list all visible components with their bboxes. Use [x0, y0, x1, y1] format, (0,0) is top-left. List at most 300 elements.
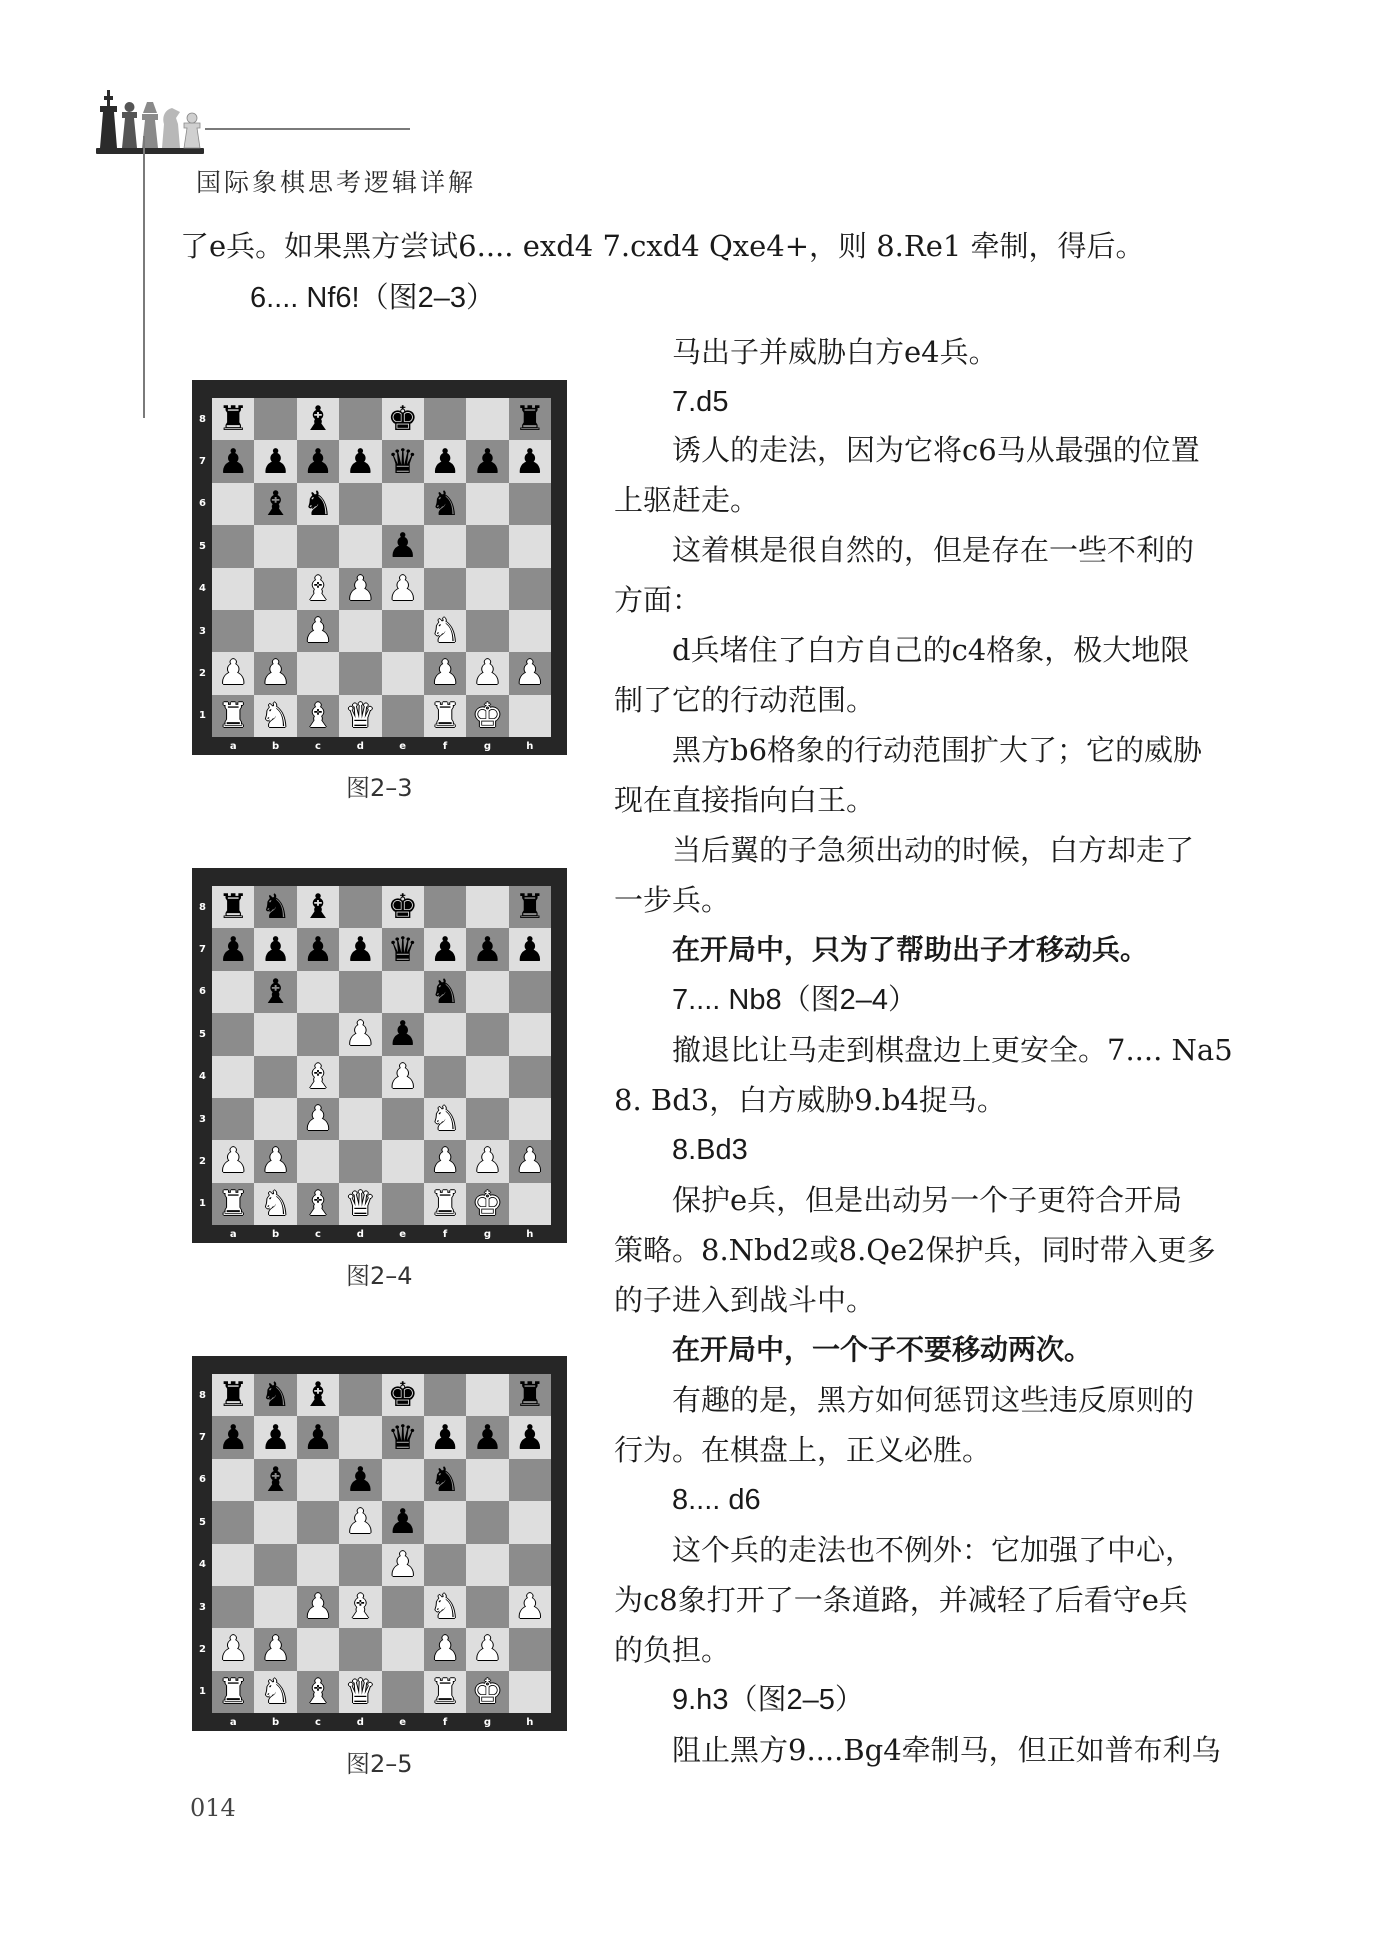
- white-pawn-icon: ♟: [260, 1141, 291, 1182]
- text-line: 的子进入到战斗中。: [614, 1283, 876, 1317]
- square-b2: [254, 1140, 296, 1182]
- file-labels: [212, 1714, 551, 1730]
- square-c1: [297, 1183, 339, 1225]
- white-pawn-icon: ♟: [514, 1141, 546, 1182]
- square-d1: [339, 695, 381, 737]
- square-f5: [424, 525, 466, 567]
- square-g3: [466, 610, 508, 652]
- square-e4: [382, 568, 424, 610]
- square-a5: [212, 1501, 254, 1543]
- square-c7: [297, 1416, 339, 1458]
- chess-pieces-ornament-icon: [90, 82, 210, 156]
- square-e5: [382, 1013, 424, 1055]
- square-b2: [254, 1628, 296, 1670]
- white-pawn-icon: ♟: [260, 653, 291, 694]
- black-bishop-icon: ♝: [260, 1459, 291, 1500]
- file-label: h: [526, 740, 534, 752]
- rank-label: 6: [199, 1474, 206, 1486]
- square-a4: [212, 1056, 254, 1098]
- black-bishop-icon: ♝: [302, 399, 334, 440]
- square-c3: [297, 1098, 339, 1140]
- square-h6: [509, 1459, 551, 1501]
- white-pawn-icon: ♟: [217, 1629, 249, 1670]
- white-pawn-icon: ♟: [217, 653, 249, 694]
- square-c6: [297, 971, 339, 1013]
- square-c4: [297, 1544, 339, 1586]
- square-c2: [297, 1628, 339, 1670]
- square-f6: [424, 1459, 466, 1501]
- file-label: f: [442, 1228, 448, 1240]
- white-knight-icon: ♞: [429, 1587, 461, 1628]
- black-knight-icon: ♞: [260, 1375, 291, 1416]
- file-label: f: [442, 740, 448, 752]
- square-f2: [424, 652, 466, 694]
- square-c8: [297, 886, 339, 928]
- white-queen-icon: ♛: [345, 695, 376, 736]
- square-a3: [212, 1586, 254, 1628]
- square-h6: [509, 483, 551, 525]
- text-line: 为c8象打开了一条道路，并减轻了后看守e兵: [614, 1583, 1188, 1617]
- square-g5: [466, 1501, 508, 1543]
- text-line: 方面：: [614, 583, 702, 617]
- square-h4: [509, 1056, 551, 1098]
- square-g1: [466, 1671, 508, 1713]
- white-king-icon: ♚: [472, 695, 503, 736]
- square-e2: [382, 1628, 424, 1670]
- square-b5: [254, 525, 296, 567]
- white-queen-icon: ♛: [345, 1183, 376, 1224]
- square-h8: [509, 398, 551, 440]
- rank-label: 7: [199, 1432, 206, 1444]
- square-a5: [212, 525, 254, 567]
- square-g8: [466, 1374, 508, 1416]
- square-h3: [509, 1586, 551, 1628]
- white-pawn-icon: ♟: [472, 653, 503, 694]
- move-heading: 8.Bd3: [672, 1134, 748, 1166]
- file-label: a: [229, 1228, 237, 1240]
- black-rook-icon: ♜: [514, 399, 546, 440]
- square-f3: [424, 1586, 466, 1628]
- rank-label: 5: [199, 1028, 206, 1040]
- square-f8: [424, 886, 466, 928]
- black-rook-icon: ♜: [217, 1375, 249, 1416]
- white-pawn-icon: ♟: [302, 1587, 334, 1628]
- move-heading: 6.... Nf6!（图2–3）: [250, 282, 495, 314]
- square-e1: [382, 1671, 424, 1713]
- square-h3: [509, 1098, 551, 1140]
- square-h7: [509, 440, 551, 482]
- text-line: 8. Bd3，白方威胁9.b4捉马。: [614, 1083, 1006, 1117]
- square-c3: [297, 1586, 339, 1628]
- square-e2: [382, 652, 424, 694]
- black-pawn-icon: ♟: [302, 441, 334, 482]
- square-e7: [382, 1416, 424, 1458]
- square-h1: [509, 1671, 551, 1713]
- square-d2: [339, 1140, 381, 1182]
- text-line: 这个兵的走法也不例外：它加强了中心，: [672, 1533, 1195, 1567]
- square-e1: [382, 1183, 424, 1225]
- file-label: a: [229, 1716, 237, 1728]
- white-king-icon: ♚: [472, 1671, 503, 1712]
- square-e6: [382, 483, 424, 525]
- black-queen-icon: ♛: [387, 1417, 418, 1458]
- principle-text: 在开局中，一个子不要移动两次。: [672, 1333, 1093, 1366]
- rank-label: 6: [199, 498, 206, 510]
- square-e2: [382, 1140, 424, 1182]
- white-bishop-icon: ♝: [302, 1183, 334, 1224]
- square-g5: [466, 525, 508, 567]
- square-d2: [339, 652, 381, 694]
- rank-label: 3: [199, 1601, 206, 1613]
- board-grid: [212, 1374, 551, 1713]
- file-label: d: [356, 740, 364, 752]
- move-heading: 7.... Nb8（图2–4）: [672, 984, 917, 1016]
- rank-labels: [195, 1374, 210, 1713]
- square-h5: [509, 1013, 551, 1055]
- square-g1: [466, 695, 508, 737]
- rank-label: 8: [199, 1389, 206, 1401]
- black-pawn-icon: ♟: [429, 1417, 461, 1458]
- square-c7: [297, 440, 339, 482]
- white-pawn-icon: ♟: [429, 653, 461, 694]
- file-labels: [212, 1226, 551, 1242]
- square-e5: [382, 1501, 424, 1543]
- white-rook-icon: ♜: [429, 1671, 461, 1712]
- black-bishop-icon: ♝: [260, 483, 291, 524]
- square-c4: [297, 568, 339, 610]
- text-line: 了e兵。如果黑方尝试6.... exd4 7.cxd4 Qxe4+，则 8.Re1 牵制，得后。: [180, 229, 1145, 263]
- black-pawn-icon: ♟: [429, 441, 461, 482]
- white-knight-icon: ♞: [429, 1099, 461, 1140]
- diagram-caption: 图2–3: [346, 774, 413, 802]
- square-d7: [339, 928, 381, 970]
- text-line: 的负担。: [614, 1633, 731, 1667]
- square-d5: [339, 1013, 381, 1055]
- square-e5: [382, 525, 424, 567]
- square-b2: [254, 652, 296, 694]
- square-g3: [466, 1098, 508, 1140]
- square-f2: [424, 1628, 466, 1670]
- square-e7: [382, 928, 424, 970]
- square-g4: [466, 1056, 508, 1098]
- square-g1: [466, 1183, 508, 1225]
- square-g7: [466, 1416, 508, 1458]
- black-knight-icon: ♞: [429, 1459, 461, 1500]
- square-a6: [212, 483, 254, 525]
- square-b3: [254, 1098, 296, 1140]
- square-g8: [466, 886, 508, 928]
- chess-board: [192, 1356, 567, 1731]
- square-h4: [509, 568, 551, 610]
- white-bishop-icon: ♝: [302, 695, 334, 736]
- white-pawn-icon: ♟: [345, 568, 376, 609]
- square-e8: [382, 886, 424, 928]
- file-label: b: [271, 740, 280, 752]
- rank-label: 6: [199, 986, 206, 998]
- white-rook-icon: ♜: [217, 1183, 249, 1224]
- diagram-caption: 图2–4: [346, 1262, 413, 1290]
- file-label: f: [442, 1716, 448, 1728]
- rank-labels: [195, 398, 210, 737]
- square-a8: [212, 398, 254, 440]
- square-e6: [382, 1459, 424, 1501]
- white-bishop-icon: ♝: [302, 568, 334, 609]
- file-label: a: [229, 740, 237, 752]
- black-king-icon: ♚: [387, 1375, 418, 1416]
- black-pawn-icon: ♟: [514, 441, 546, 482]
- square-b3: [254, 1586, 296, 1628]
- black-pawn-icon: ♟: [217, 1417, 249, 1458]
- chess-board: [192, 868, 567, 1243]
- square-b7: [254, 1416, 296, 1458]
- file-label: h: [526, 1716, 534, 1728]
- rank-label: 4: [199, 1559, 206, 1571]
- square-e6: [382, 971, 424, 1013]
- square-h8: [509, 1374, 551, 1416]
- white-pawn-icon: ♟: [429, 1629, 461, 1670]
- white-rook-icon: ♜: [429, 695, 461, 736]
- square-b5: [254, 1501, 296, 1543]
- square-f6: [424, 483, 466, 525]
- rank-labels: [195, 886, 210, 1225]
- text-line: 撤退比让马走到棋盘边上更安全。7.... Na5: [672, 1033, 1233, 1067]
- move-heading: 8.... d6: [672, 1484, 761, 1516]
- square-f7: [424, 928, 466, 970]
- square-g7: [466, 440, 508, 482]
- white-knight-icon: ♞: [429, 611, 461, 652]
- square-f5: [424, 1501, 466, 1543]
- white-queen-icon: ♛: [345, 1671, 376, 1712]
- square-a5: [212, 1013, 254, 1055]
- file-label: c: [314, 1716, 321, 1728]
- white-knight-icon: ♞: [260, 1183, 291, 1224]
- margin-rule: [143, 136, 145, 418]
- file-label: e: [399, 1716, 407, 1728]
- square-d4: [339, 568, 381, 610]
- file-label: h: [526, 1228, 534, 1240]
- header-rule: [205, 128, 410, 130]
- square-b6: [254, 483, 296, 525]
- black-pawn-icon: ♟: [260, 441, 291, 482]
- square-b6: [254, 1459, 296, 1501]
- white-bishop-icon: ♝: [302, 1056, 334, 1097]
- square-f7: [424, 440, 466, 482]
- square-e1: [382, 695, 424, 737]
- square-d6: [339, 483, 381, 525]
- file-label: g: [483, 1228, 492, 1240]
- black-pawn-icon: ♟: [387, 526, 418, 567]
- text-line: 一步兵。: [614, 883, 731, 917]
- square-b8: [254, 886, 296, 928]
- black-pawn-icon: ♟: [472, 441, 503, 482]
- square-f8: [424, 398, 466, 440]
- white-rook-icon: ♜: [217, 1671, 249, 1712]
- square-d2: [339, 1628, 381, 1670]
- black-rook-icon: ♜: [514, 887, 546, 928]
- square-d7: [339, 1416, 381, 1458]
- rank-label: 4: [199, 583, 206, 595]
- chess-board: [192, 380, 567, 755]
- square-a1: [212, 695, 254, 737]
- black-pawn-icon: ♟: [345, 1459, 376, 1500]
- board-grid: [212, 398, 551, 737]
- square-b1: [254, 695, 296, 737]
- black-rook-icon: ♜: [217, 399, 249, 440]
- square-f1: [424, 695, 466, 737]
- black-knight-icon: ♞: [302, 483, 334, 524]
- rank-label: 7: [199, 456, 206, 468]
- square-e8: [382, 1374, 424, 1416]
- square-c6: [297, 1459, 339, 1501]
- square-d1: [339, 1671, 381, 1713]
- rank-label: 1: [199, 1686, 206, 1698]
- white-bishop-icon: ♝: [302, 1671, 334, 1712]
- square-c5: [297, 1501, 339, 1543]
- text-line: 当后翼的子急须出动的时候，白方却走了: [672, 833, 1195, 867]
- white-pawn-icon: ♟: [472, 1141, 503, 1182]
- square-b1: [254, 1671, 296, 1713]
- white-king-icon: ♚: [472, 1183, 503, 1224]
- square-c5: [297, 525, 339, 567]
- text-line: 现在直接指向白王。: [614, 783, 876, 817]
- black-pawn-icon: ♟: [217, 929, 249, 970]
- rank-label: 3: [199, 625, 206, 637]
- square-e7: [382, 440, 424, 482]
- white-pawn-icon: ♟: [345, 1502, 376, 1543]
- white-pawn-icon: ♟: [302, 1099, 334, 1140]
- black-pawn-icon: ♟: [260, 1417, 291, 1458]
- square-b7: [254, 440, 296, 482]
- square-a8: [212, 886, 254, 928]
- white-bishop-icon: ♝: [345, 1587, 376, 1628]
- square-a7: [212, 928, 254, 970]
- square-d8: [339, 398, 381, 440]
- black-pawn-icon: ♟: [514, 1417, 546, 1458]
- file-label: c: [314, 740, 321, 752]
- black-pawn-icon: ♟: [387, 1014, 418, 1055]
- square-b4: [254, 568, 296, 610]
- square-a1: [212, 1183, 254, 1225]
- square-a4: [212, 568, 254, 610]
- square-d4: [339, 1544, 381, 1586]
- square-d5: [339, 1501, 381, 1543]
- file-label: e: [399, 740, 407, 752]
- square-h1: [509, 1183, 551, 1225]
- principle-text: 在开局中，只为了帮助出子才移动兵。: [672, 933, 1149, 966]
- square-f4: [424, 1056, 466, 1098]
- square-b4: [254, 1056, 296, 1098]
- black-pawn-icon: ♟: [387, 1502, 418, 1543]
- square-h6: [509, 971, 551, 1013]
- white-pawn-icon: ♟: [472, 1629, 503, 1670]
- square-f7: [424, 1416, 466, 1458]
- square-d7: [339, 440, 381, 482]
- square-b4: [254, 1544, 296, 1586]
- square-b3: [254, 610, 296, 652]
- white-rook-icon: ♜: [217, 695, 249, 736]
- square-b1: [254, 1183, 296, 1225]
- file-label: b: [271, 1716, 280, 1728]
- file-label: g: [483, 1716, 492, 1728]
- black-bishop-icon: ♝: [260, 971, 291, 1012]
- text-line: 保护e兵，但是出动另一个子更符合开局: [672, 1183, 1183, 1217]
- square-d8: [339, 1374, 381, 1416]
- white-pawn-icon: ♟: [514, 653, 546, 694]
- square-a2: [212, 1140, 254, 1182]
- file-label: b: [271, 1228, 280, 1240]
- black-king-icon: ♚: [387, 399, 418, 440]
- square-g6: [466, 1459, 508, 1501]
- black-knight-icon: ♞: [429, 483, 461, 524]
- square-c6: [297, 483, 339, 525]
- square-a2: [212, 652, 254, 694]
- text-line: 阻止黑方9....Bg4牵制马，但正如普布利乌: [672, 1733, 1221, 1767]
- black-bishop-icon: ♝: [302, 887, 334, 928]
- rank-label: 1: [199, 710, 206, 722]
- square-h2: [509, 652, 551, 694]
- square-f3: [424, 610, 466, 652]
- rank-label: 8: [199, 413, 206, 425]
- rank-label: 2: [199, 667, 206, 679]
- rank-label: 1: [199, 1198, 206, 1210]
- white-rook-icon: ♜: [429, 1183, 461, 1224]
- board-grid: [212, 886, 551, 1225]
- text-line: 制了它的行动范围。: [614, 683, 876, 717]
- square-b6: [254, 971, 296, 1013]
- square-e3: [382, 1098, 424, 1140]
- white-pawn-icon: ♟: [387, 1544, 418, 1585]
- move-heading: 7.d5: [672, 386, 729, 418]
- square-f2: [424, 1140, 466, 1182]
- square-c7: [297, 928, 339, 970]
- white-pawn-icon: ♟: [345, 1014, 376, 1055]
- square-g3: [466, 1586, 508, 1628]
- square-h2: [509, 1628, 551, 1670]
- black-rook-icon: ♜: [514, 1375, 546, 1416]
- black-pawn-icon: ♟: [345, 929, 376, 970]
- square-g7: [466, 928, 508, 970]
- square-h8: [509, 886, 551, 928]
- square-a1: [212, 1671, 254, 1713]
- square-d6: [339, 1459, 381, 1501]
- square-a7: [212, 440, 254, 482]
- square-c3: [297, 610, 339, 652]
- file-label: d: [356, 1716, 364, 1728]
- square-a4: [212, 1544, 254, 1586]
- black-pawn-icon: ♟: [302, 1417, 334, 1458]
- white-pawn-icon: ♟: [514, 1587, 546, 1628]
- square-h2: [509, 1140, 551, 1182]
- rank-label: 8: [199, 901, 206, 913]
- file-labels: [212, 738, 551, 754]
- square-c2: [297, 652, 339, 694]
- square-b8: [254, 398, 296, 440]
- square-d3: [339, 1586, 381, 1628]
- square-d6: [339, 971, 381, 1013]
- square-c4: [297, 1056, 339, 1098]
- square-h5: [509, 1501, 551, 1543]
- white-pawn-icon: ♟: [217, 1141, 249, 1182]
- diagram-caption: 图2–5: [346, 1750, 413, 1778]
- square-c2: [297, 1140, 339, 1182]
- square-e3: [382, 1586, 424, 1628]
- rank-label: 3: [199, 1113, 206, 1125]
- rank-label: 5: [199, 540, 206, 552]
- text-line: 马出子并威胁白方e4兵。: [672, 335, 998, 369]
- rank-label: 7: [199, 944, 206, 956]
- text-line: 上驱赶走。: [614, 483, 760, 517]
- square-h1: [509, 695, 551, 737]
